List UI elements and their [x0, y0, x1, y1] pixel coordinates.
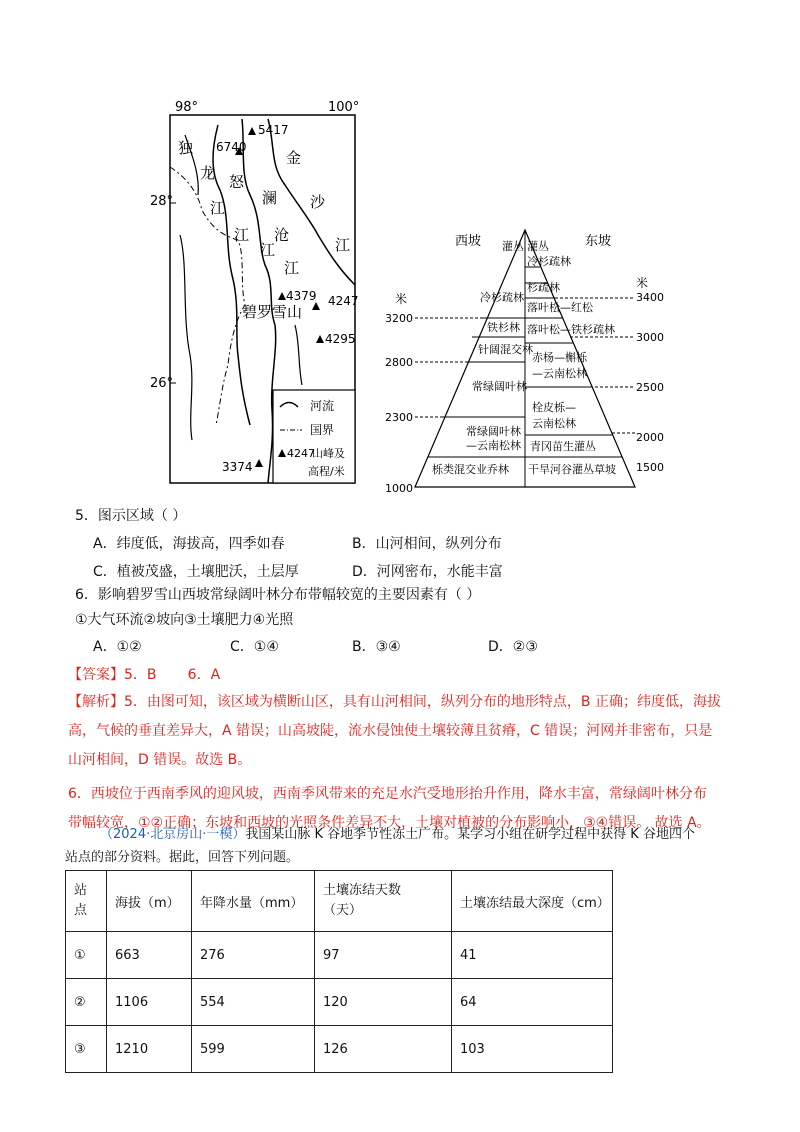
west-river — [180, 235, 192, 440]
river-char: 怒 — [229, 173, 245, 191]
west-zone-label: 针阔混交林 — [478, 343, 533, 356]
right-tick: 1500 — [636, 461, 664, 474]
axis-unit: 米 — [636, 276, 649, 290]
peak-elevation: 4247 — [328, 294, 359, 308]
analysis-block — [68, 689, 748, 836]
q6-factors: ①大气环流②坡向③土壤肥力④光照 — [75, 612, 294, 628]
analysis-line: 【解析】5．由图可知，该区域为横断山区，具有山河相间，纵列分布的地形特点，B 正确；纬度低，海拔 — [68, 694, 721, 710]
river-char: 江 — [210, 199, 226, 217]
table-cell: ② — [66, 979, 107, 1026]
intro-text: 我国某山脉 K 谷地季节性冻土广布。某学习小组在研学过程中获得 K 谷地四个 — [245, 827, 695, 842]
east-zone-label: 干旱河谷灌丛草坡 — [528, 463, 616, 476]
q5-option-a[interactable]: A．纬度低，海拔高，四季如春 — [93, 536, 285, 552]
answer-tag: 【答案】 — [68, 667, 124, 683]
table-cell: 663 — [107, 932, 192, 979]
left-tick: 1000 — [385, 482, 413, 495]
table-cell: 64 — [452, 979, 613, 1026]
table-header: 土壤冻结最大深度（cm） — [452, 871, 613, 932]
river-char: 龙 — [200, 164, 216, 182]
left-tick: 2300 — [385, 411, 413, 424]
table-row — [66, 1026, 613, 1073]
river-char: 江 — [335, 236, 351, 254]
peak-triangle — [316, 335, 324, 343]
table-row — [66, 932, 613, 979]
river-char: 江 — [284, 259, 300, 277]
q5-option-b[interactable]: B．山河相间，纵列分布 — [352, 536, 502, 552]
q6-stem: 6．影响碧罗雪山西坡常绿阔叶林分布带幅较宽的主要因素有（ ） — [75, 587, 481, 603]
lon-98-label: 98° — [175, 100, 199, 115]
lat-26-label: 26° — [150, 376, 174, 391]
intro-text-2: 站点的部分资料。据此，回答下列问题。 — [65, 850, 300, 865]
intro-block — [100, 823, 695, 847]
east-slope-label: 东坡 — [585, 234, 612, 249]
table-row — [66, 979, 613, 1026]
river-char: 独 — [178, 139, 194, 157]
analysis-line: 带幅较宽，①②正确；东坡和西坡的光照条件差异不大，土壤对植被的分布影响小，③④错误。 故选 A。 — [68, 815, 711, 831]
east-zone-label: —云南松林 — [532, 367, 587, 380]
legend-border-label: 国界 — [310, 423, 335, 437]
peak-elevation: 5417 — [258, 123, 289, 137]
lon-100-label: 100° — [328, 100, 360, 115]
lancang-river — [242, 119, 276, 483]
west-zone-label: 栎类混交业乔林 — [432, 463, 509, 476]
table-cell: 103 — [452, 1026, 613, 1073]
q5-option-c[interactable]: C．植被茂盛，土壤肥沃，土层厚 — [93, 564, 299, 580]
west-zone-label: 常绿阔叶林 — [466, 425, 521, 438]
left-tick: 3200 — [385, 312, 413, 325]
river-char: 江 — [260, 241, 276, 259]
q5-option-d[interactable]: D．河网密布，水能丰富 — [352, 564, 503, 580]
table-cell: 120 — [315, 979, 452, 1026]
analysis-line: 山河相间，D 错误。故选 B。 — [68, 752, 252, 768]
analysis-line: 高，气候的垂直差异大，A 错误；山高坡陡，流水侵蚀使土壤较薄且贫瘠，C 错误；河网并非密布，只是 — [68, 723, 713, 739]
right-tick: 3000 — [636, 331, 664, 344]
q6-option-a[interactable]: A．①② — [93, 639, 142, 655]
table-cell: 554 — [192, 979, 315, 1026]
table-cell: 97 — [315, 932, 452, 979]
table-cell: 276 — [192, 932, 315, 979]
table-header: 年降水量（mm） — [192, 871, 315, 932]
peak-elevation: 6740 — [216, 140, 247, 154]
legend-peak-value: 4247 — [287, 447, 315, 460]
east-zone-label: 落叶松—红松 — [527, 301, 593, 314]
answer-text: 5．B 6．A — [124, 667, 221, 683]
q6-option-b[interactable]: B．③④ — [352, 639, 401, 655]
peak-elevation: 4295 — [325, 332, 356, 346]
station-table — [65, 870, 613, 1073]
peak-triangle — [278, 292, 286, 300]
west-zone-label: —云南松林 — [466, 439, 521, 452]
source-tag[interactable]: （2024·北京房山·一模） — [100, 827, 246, 842]
right-tick: 3400 — [636, 291, 664, 304]
right-tick: 2000 — [636, 431, 664, 444]
peak-elevation: 3374 — [222, 460, 253, 474]
q5-stem: 5．图示区域（ ） — [75, 508, 187, 524]
east-zone-label: 灌丛 — [527, 240, 549, 253]
table-cell: ① — [66, 932, 107, 979]
peak-triangle — [248, 127, 256, 135]
table-cell: 126 — [315, 1026, 452, 1073]
river-char: 澜 — [262, 189, 278, 207]
west-zone-label: 铁杉林 — [487, 321, 520, 334]
axis-unit: 米 — [395, 292, 408, 306]
legend-peak-label: 山峰及 — [312, 447, 345, 460]
table-cell: 1210 — [107, 1026, 192, 1073]
east-zone-label: 云南松林 — [532, 417, 576, 430]
peak-elevation: 4379 — [286, 289, 317, 303]
q6-option-d[interactable]: D．②③ — [488, 639, 538, 655]
answer-line — [68, 662, 220, 688]
river-map — [150, 95, 360, 490]
legend-peak-label: 高程/米 — [308, 465, 345, 478]
legend-river-label: 河流 — [310, 399, 335, 413]
table-header: 海拔（m） — [107, 871, 192, 932]
table-cell: 41 — [452, 932, 613, 979]
vegetation-profile — [380, 225, 680, 495]
river-char: 沧 — [274, 226, 290, 244]
east-zone-label: 青冈苗生灌丛 — [530, 440, 596, 453]
mountain-name: 碧罗雪山 — [242, 303, 303, 321]
river-char: 沙 — [310, 193, 326, 211]
table-header: 土壤冻结天数 （天） — [315, 871, 452, 932]
west-zone-label: 常绿阔叶林 — [472, 380, 527, 393]
east-zone-label: 栓皮栎— — [532, 401, 576, 414]
analysis-line: 6．西坡位于西南季风的迎风坡，西南季风带来的充足水汽受地形抬升作用，降水丰富，常绿阔叶林分布 — [68, 786, 707, 802]
east-zone-label: 杉疏林 — [527, 281, 560, 294]
east-zone-label: 赤杨—槲栎 — [532, 351, 587, 364]
west-zone-label: 冷杉疏林 — [480, 291, 524, 304]
east-zone-label: 灌丛 — [502, 240, 524, 253]
lat-28-label: 28° — [150, 194, 174, 209]
peak-triangle — [312, 302, 320, 310]
west-slope-label: 西坡 — [455, 234, 482, 249]
east-zone-label: 冷杉疏林 — [527, 255, 571, 268]
river-char: 金 — [286, 149, 302, 167]
table-header: 站 点 — [66, 871, 107, 932]
east-zone-label: 落叶松—铁杉疏林 — [527, 323, 615, 336]
peak-triangle — [255, 459, 263, 467]
table-cell: ③ — [66, 1026, 107, 1073]
table-cell: 1106 — [107, 979, 192, 1026]
table-cell: 599 — [192, 1026, 315, 1073]
table-header-row — [66, 871, 613, 932]
national-border — [170, 167, 245, 425]
q6-option-c[interactable]: C．①④ — [230, 639, 279, 655]
analysis-tag: 【解析】 — [68, 694, 124, 710]
east-tributary — [295, 325, 302, 385]
river-char: 江 — [234, 226, 250, 244]
left-tick: 2800 — [385, 356, 413, 369]
right-tick: 2500 — [636, 381, 664, 394]
